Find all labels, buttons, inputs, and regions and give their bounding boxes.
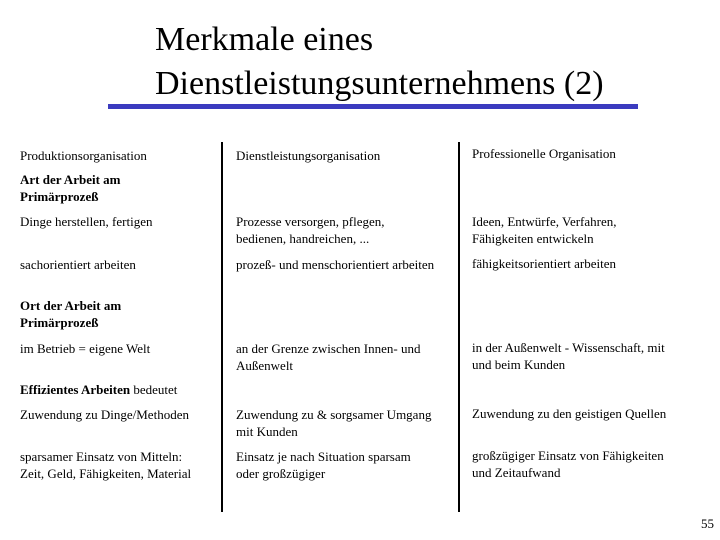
- table-cell: [236, 448, 411, 482]
- cell-line: an der Grenze zwischen Innen- und: [236, 341, 421, 356]
- title-line-2: Dienstleistungsunternehmens (2): [155, 65, 604, 102]
- cell-line: Außenwelt: [236, 358, 294, 373]
- cell-line: und Zeitaufwand: [472, 465, 561, 480]
- cell-line: Fähigkeiten entwickeln: [472, 231, 594, 246]
- title-line-1: Merkmale eines: [155, 21, 374, 58]
- cell-line: fähigkeitsorientiert arbeiten: [472, 256, 617, 271]
- cell-line: großzügiger Einsatz von Fähigkeiten: [472, 448, 664, 463]
- cell-line: mit Kunden: [236, 424, 298, 439]
- table-cell: [472, 213, 617, 247]
- table-cell: [20, 448, 191, 482]
- cell-line: prozeß- und menschorientiert arbeiten: [236, 257, 435, 272]
- table-cell: [20, 406, 189, 423]
- section-heading-bold: Effizientes Arbeiten: [20, 382, 131, 397]
- cell-line: im Betrieb = eigene Welt: [20, 341, 151, 356]
- cell-line: Zuwendung zu & sorgsamer Umgang: [236, 407, 432, 422]
- section-heading-line: Ort der Arbeit am: [20, 298, 122, 313]
- cell-line: bedienen, handreichen, ...: [236, 231, 370, 246]
- section-heading-line: Primärprozeß: [20, 189, 99, 204]
- table-cell: [20, 340, 150, 357]
- table-cell: [20, 213, 152, 230]
- header-professionell: Professionelle Organisation: [472, 146, 616, 161]
- table-cell: [472, 405, 666, 422]
- cell-line: und beim Kunden: [472, 357, 566, 372]
- section-heading-line: Primärprozeß: [20, 315, 99, 330]
- cell-line: Ideen, Entwürfe, Verfahren,: [472, 214, 617, 229]
- header-produktion: Produktionsorganisation: [20, 148, 147, 163]
- table-cell: [236, 256, 434, 273]
- table-cell: [472, 447, 664, 481]
- table-cell: [472, 255, 616, 272]
- cell-line: in der Außenwelt - Wissenschaft, mit: [472, 340, 665, 355]
- cell-line: sparsamer Einsatz von Mitteln:: [20, 449, 183, 464]
- title-underline: [108, 104, 638, 109]
- table-cell: [236, 406, 431, 440]
- table-cell: [472, 339, 665, 373]
- section-heading-ort: [20, 297, 121, 331]
- table-cell: [20, 256, 136, 273]
- cell-line: Dinge herstellen, fertigen: [20, 214, 153, 229]
- cell-line: Zuwendung zu den geistigen Quellen: [472, 406, 667, 421]
- cell-line: Einsatz je nach Situation sparsam: [236, 449, 411, 464]
- table-cell: [236, 213, 385, 247]
- cell-line: oder großzügiger: [236, 466, 326, 481]
- cell-line: Zeit, Geld, Fähigkeiten, Material: [20, 466, 192, 481]
- header-dienstleistung: Dienstleistungsorganisation: [236, 148, 381, 163]
- cell-line: Zuwendung zu Dinge/Methoden: [20, 407, 189, 422]
- cell-line: sachorientiert arbeiten: [20, 257, 136, 272]
- page-number: 55: [701, 516, 714, 531]
- section-heading-art: [20, 171, 120, 205]
- cell-line: Prozesse versorgen, pflegen,: [236, 214, 385, 229]
- section-heading-effizienz: [20, 381, 177, 398]
- column-divider-2: [458, 142, 460, 512]
- section-heading-line: Art der Arbeit am: [20, 172, 121, 187]
- slide-title: [155, 18, 604, 106]
- column-divider-1: [221, 142, 223, 512]
- section-heading-rest: bedeutet: [130, 382, 178, 397]
- table-cell: [236, 340, 420, 374]
